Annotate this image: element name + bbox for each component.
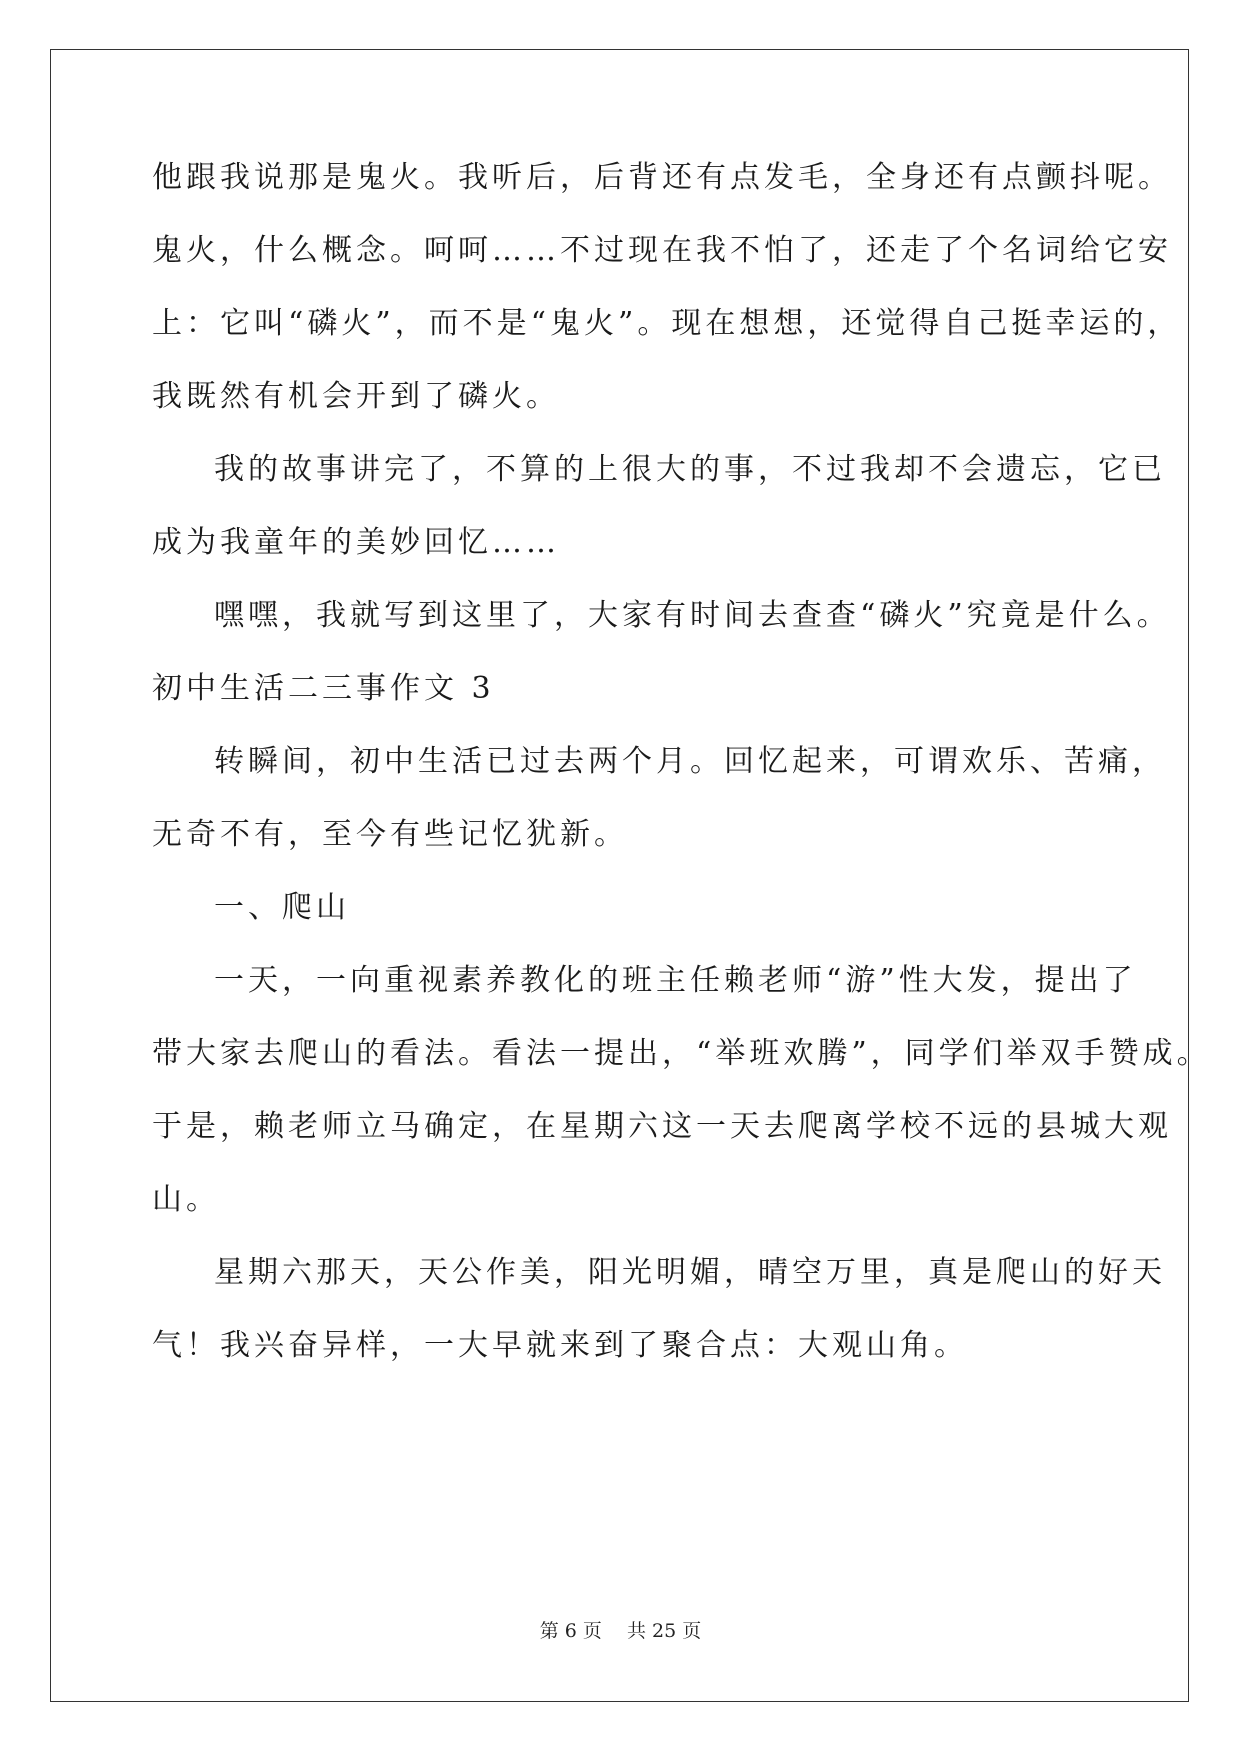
paragraph-start-line: 嘿嘿，我就写到这里了，大家有时间去查查“磷火”究竟是什么。 [214, 598, 1171, 633]
page-number-footer: 第 6 页 共 25 页 [539, 1620, 702, 1642]
text-line: 我既然有机会开到了磷火。 [152, 379, 560, 414]
text-line: 山。 [152, 1182, 220, 1217]
paragraph-start-line: 转瞬间，初中生活已过去两个月。回忆起来，可谓欢乐、苦痛， [214, 744, 1166, 779]
paragraph-start-line: 一天，一向重视素养教化的班主任赖老师“游”性大发，提出了 [214, 963, 1137, 998]
subsection-heading: 一、爬山 [214, 890, 350, 925]
text-line: 无奇不有，至今有些记忆犹新。 [152, 817, 628, 852]
text-line: 上：它叫“磷火”，而不是“鬼火”。现在想想，还觉得自己挺幸运的， [152, 306, 1182, 341]
text-line: 鬼火，什么概念。呵呵……不过现在我不怕了，还走了个名词给它安 [152, 233, 1172, 268]
paragraph-start-line: 星期六那天，天公作美，阳光明媚，晴空万里，真是爬山的好天 [214, 1255, 1166, 1290]
text-line: 气！我兴奋异样，一大早就来到了聚合点：大观山角。 [152, 1328, 968, 1363]
text-line: 带大家去爬山的看法。看法一提出，“举班欢腾”，同学们举双手赞成。 [152, 1036, 1211, 1071]
paragraph-start-line: 我的故事讲完了，不算的上很大的事，不过我却不会遗忘，它已 [214, 452, 1166, 487]
text-line: 成为我童年的美妙回忆…… [152, 525, 560, 560]
page-border [50, 49, 1189, 1702]
section-heading: 初中生活二三事作文 3 [152, 671, 495, 706]
text-line: 于是，赖老师立马确定，在星期六这一天去爬离学校不远的县城大观 [152, 1109, 1172, 1144]
text-line: 他跟我说那是鬼火。我听后，后背还有点发毛，全身还有点颤抖呢。 [152, 160, 1172, 195]
